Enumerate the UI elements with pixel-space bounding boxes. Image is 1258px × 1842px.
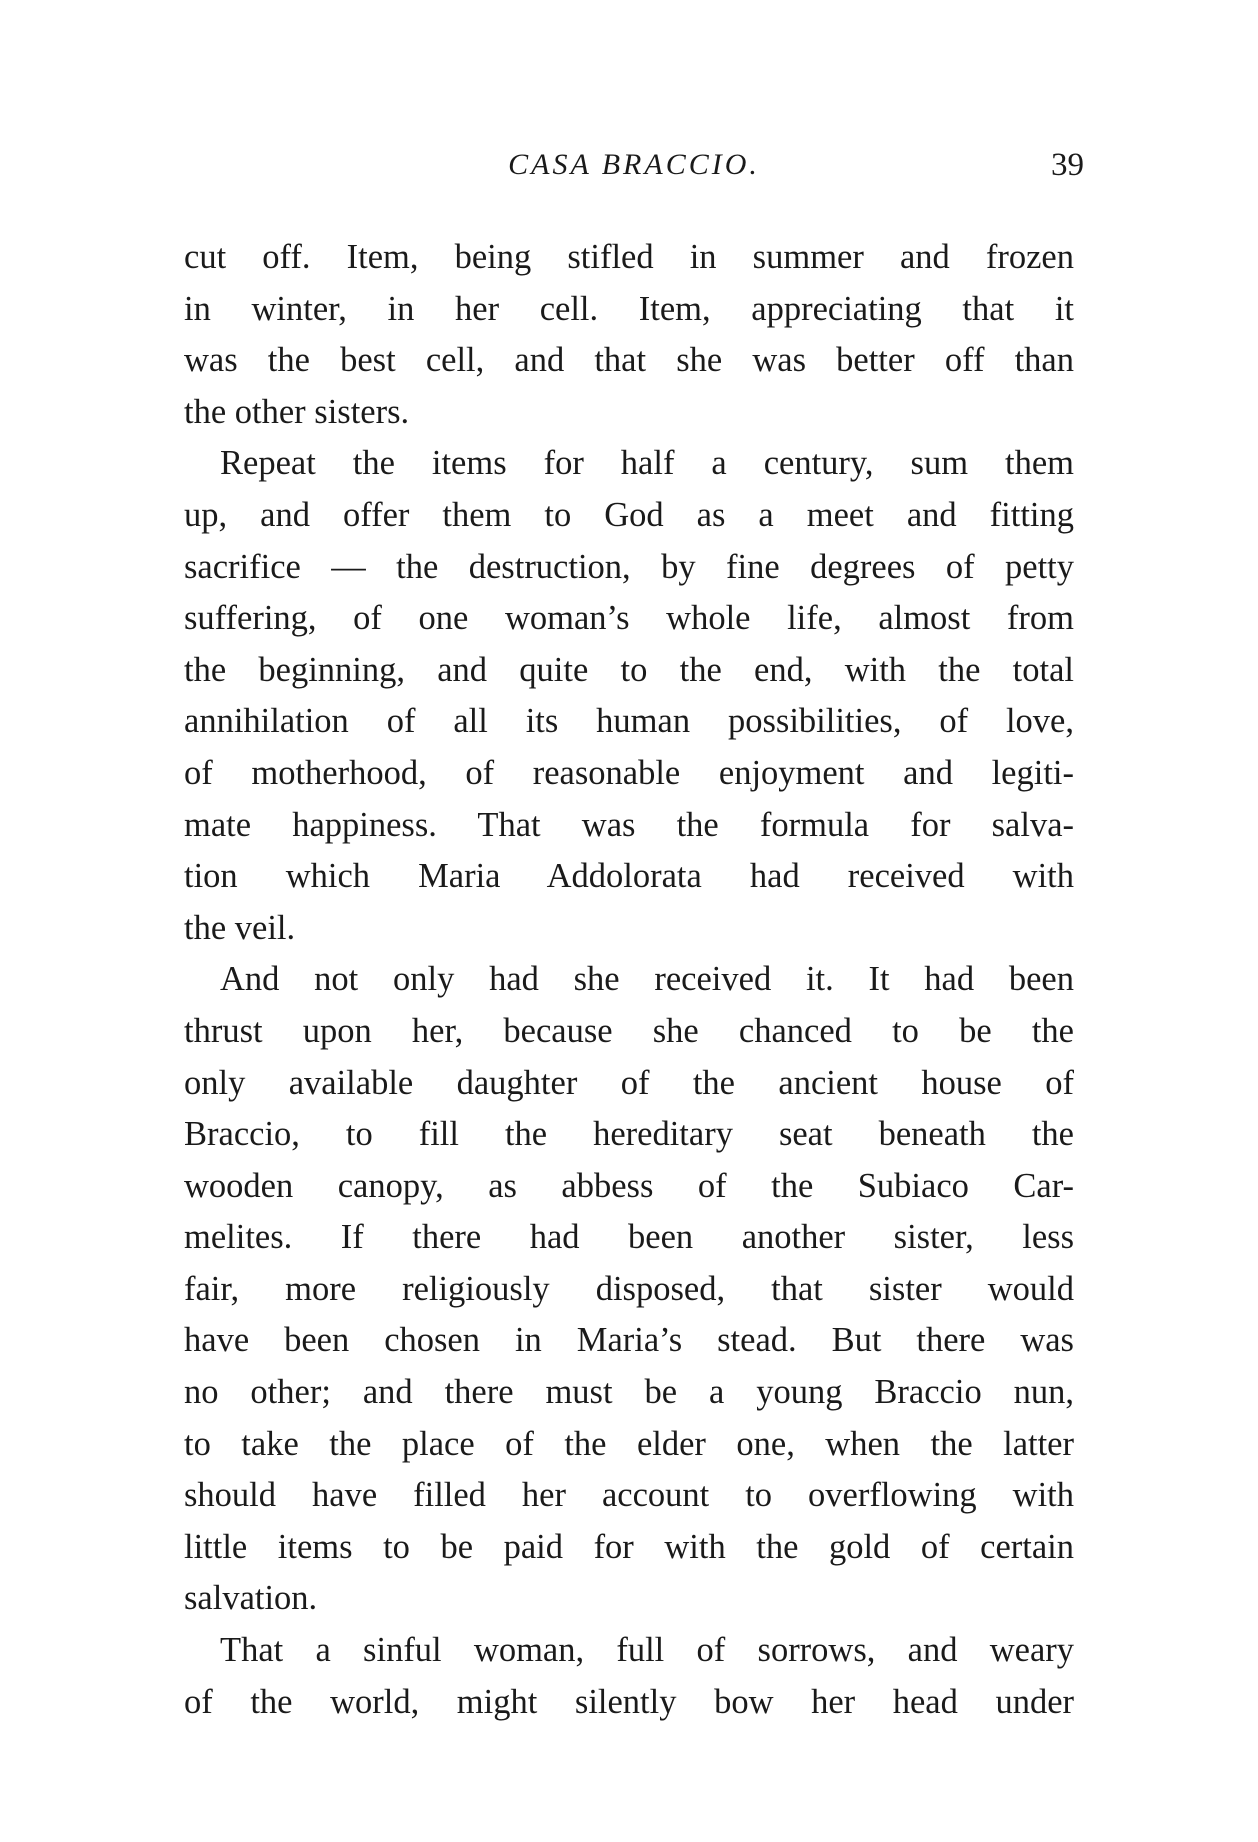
text-line: Braccio, to fill the hereditary seat beneath the bbox=[184, 1115, 1074, 1154]
text-line: salvation. bbox=[184, 1579, 318, 1618]
page-number: 39 bbox=[1051, 147, 1084, 183]
body-text bbox=[184, 232, 1074, 1728]
text-line: melites. If there had been another sister, less bbox=[184, 1218, 1074, 1257]
text-line: have been chosen in Maria’s stead. But there was bbox=[184, 1321, 1074, 1360]
paragraph-1 bbox=[184, 232, 1074, 438]
text-line: cut off. Item, being stifled in summer and frozen bbox=[184, 238, 1074, 276]
paragraph-2 bbox=[184, 438, 1074, 954]
text-line: That a sinful woman, full of sorrows, and weary bbox=[220, 1631, 1074, 1670]
paragraph-3 bbox=[184, 954, 1074, 1625]
text-line: to take the place of the elder one, when the latter bbox=[184, 1424, 1074, 1463]
text-line: And not only had she received it. It had been bbox=[220, 960, 1074, 999]
text-line: was the best cell, and that she was better off than bbox=[184, 341, 1074, 380]
text-line: of the world, might silently bow her head under bbox=[184, 1682, 1074, 1721]
running-head bbox=[184, 145, 1084, 185]
text-line: Repeat the items for half a century, sum them bbox=[220, 444, 1074, 483]
text-line: in winter, in her cell. Item, appreciating that it bbox=[184, 289, 1074, 328]
text-line: the other sisters. bbox=[184, 392, 410, 431]
text-line: fair, more religiously disposed, that sister would bbox=[184, 1269, 1074, 1308]
text-line: only available daughter of the ancient house of bbox=[184, 1063, 1074, 1102]
text-line: little items to be paid for with the gold of certain bbox=[184, 1527, 1074, 1566]
text-line: annihilation of all its human possibilities, of love, bbox=[184, 702, 1074, 741]
text-line: sacrifice — the destruction, by fine degrees of petty bbox=[184, 547, 1074, 586]
text-line: mate happiness. That was the formula for salva- bbox=[184, 805, 1074, 844]
paragraph-4 bbox=[184, 1625, 1074, 1728]
text-line: up, and offer them to God as a meet and fitting bbox=[184, 495, 1074, 534]
text-line: suffering, of one woman’s whole life, almost from bbox=[184, 599, 1074, 638]
text-line: wooden canopy, as abbess of the Subiaco Car- bbox=[184, 1166, 1074, 1205]
text-line: the veil. bbox=[184, 908, 296, 947]
text-line: of motherhood, of reasonable enjoyment and legiti- bbox=[184, 753, 1074, 792]
running-title: CASA BRACCIO. bbox=[508, 148, 760, 181]
text-line: should have filled her account to overflowing with bbox=[184, 1476, 1074, 1515]
text-line: no other; and there must be a young Braccio nun, bbox=[184, 1373, 1074, 1412]
text-line: thrust upon her, because she chanced to be the bbox=[184, 1011, 1074, 1050]
text-line: tion which Maria Addolorata had received with bbox=[184, 857, 1074, 896]
text-line: the beginning, and quite to the end, with the total bbox=[184, 650, 1074, 689]
